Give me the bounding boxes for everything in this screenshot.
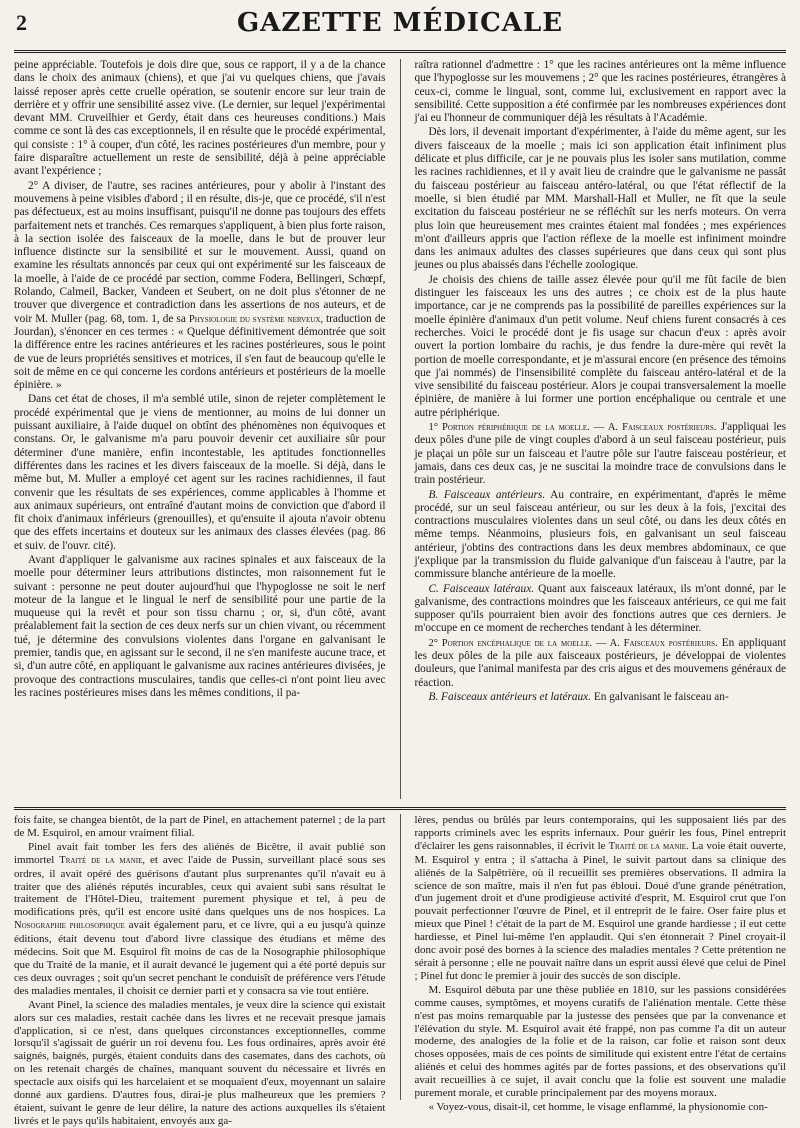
section-heading: 1° Portion périphérique de la moelle. — A. Faisceaux postérieurs. [428,422,717,434]
section-heading: B. Faisceaux antérieurs et latéraux. [428,690,592,703]
paragraph: Dès lors, il devenait important d'expérimenter, à l'aide du même agent, sur les divers faisceaux de la moelle ; mais ici son application était infiniment plus délicate et plus difficile, car je ne pouvais plus les isoler sans mutilation, comme les racines rachidiennes, et il y avait lieu de craindre que le galvanisme ne passât du faisceau postérieur au faisceau antéro-latéral, ou que l'état réflectif de la moelle, si bien étudié par MM. Marshall-Hall et Muller, ne fît que la seule excitation du faisceau postérieur ne se réfléchît sur les nerfs moteurs. On verra plus loin que heureusement mes craintes étaient mal fondées ; mes expériences m'ont d'ailleurs appris que l'action réflexe de la moelle est infiniment moindre dans les animaux adultes des classes supérieures que dans ceux qui sont plus jeunes ou plus abaissés dans l'échelle zoologique. [414,126,786,272]
section-heading: C. Faisceaux latéraux. [428,582,535,595]
paragraph: fois faite, se changea bientôt, de la part de Pinel, en attachement paternel ; de la part de M. Esquirol, en amour vraiment filial. [14,814,386,839]
paragraph: Dans cet état de choses, il m'a semblé utile, sinon de rejeter complètement le procédé expérimental que je viens de mentionner, au moins de lui donner un puissant auxiliaire, à l'aide duquel on obtînt des phénomènes non équivoques et constans. Or, le galvanisme m'a paru pouvoir devenir cet auxiliaire sûr pour déterminer d'une manière, enfin incontestable, les aptitudes fonctionnelles différentes dans les racines et les divers faisceaux de la moelle. Si déjà, dans le même but, M. Muller a employé cet agent sur les racines rachidiennes, il faut convenir que les résultats de ses expériences, comme applicables à l'homme et aux animaux supérieurs, ont entraîné d'autant moins de conviction que d'abord il fit choix d'animaux inférieurs (grenouilles), et qu'ensuite il ajouta n'avoir obtenu que des effets incertains et douteux sur les animaux des classes élevées (pag. 86 et suiv. de l'ouvr. cité). [14,393,386,552]
article-lower [14,814,787,1127]
lower-right-column [414,814,787,1113]
section-heading: B. Faisceaux antérieurs. [428,488,546,501]
section-paragraph: B. Faisceaux antérieurs. Au contraire, en expérimentant, d'après le même procédé, sur un seul faisceau antérieur, ou sur les deux à la fois, j'excitai des contractions musculaires violentes dans un seul côté, ou dans les deux côtés en même temps. Néanmoins, plusieurs fois, en galvanisant un seul faisceau antérieur, j'obtins des contractions dans les deux membres abdominaux, ce que j'explique par la transmission du fluide galvanique d'un faisceau à l'autre, par la commissure blanche antérieure de la moelle. [414,488,787,581]
column-rule [400,59,401,799]
page-number: 2 [16,10,27,35]
section-paragraph: 1° Portion périphérique de la moelle. — A. Faisceaux postérieurs. J'appliquai les deux pôles d'une pile de vingt couples d'abord à un seul faisceau postérieur, puis je plaçai un pôle sur un faisceau et l'autre pôle sur l'autre faisceau postérieur, et jamais, dans ces deux cas, je ne suscitai la moindre trace de convulsions dans le train postérieur. [414,421,787,487]
paragraph: Avant d'appliquer le galvanisme aux racines spinales et aux faisceaux de la moelle pour déterminer leurs attributions distinctes, mon raisonnement fut le suivant : personne ne peut douter aujourd'hui que l'hypoglosse ne soit le nerf moteur de la langue et le lingual le nerf de sensibilité pour une partie de la muqueuse qui la revêt et pour son tissu charnu ; or, si, d'un côté, avant préalablement fait la section de ces deux nerfs sur un chien vivant, ou récemment tué, je détermine des convulsions violentes dans l'organe en galvanisant le premier, tandis que, en agissant sur le second, il ne s'en manifeste aucune trace, et si, d'un autre côté, en appliquant le galvanisme aux racines antérieures divisées, je provoque des contractions musculaires, tandis que celles-ci n'ont point lieu avec les racines postérieures mises dans les mêmes conditions, il pa- [14,553,386,699]
masthead [14,4,786,53]
paragraph: M. Esquirol débuta par une thèse publiée en 1810, sur les passions considérées comme causes, symptômes, et moyens curatifs de l'aliénation mentale. Cette thèse n'est pas moins remarquable par la justesse des pensées que par la convenance et l'élévation du style. M. Esquirol avait été frappé, non pas comme l'a dit un auteur moderne, des analogies de la folie et de la raison, car folie et raison sont deux choses opposées, mais de ces points de similitude qui existent entre l'état de certains aliénés et celui des hommes agités par de fortes passions, et des observations qu'il avait recueillies à ce sujet, il avait conclu que la folie est souvent une maladie purement morale, et curable principalement par des moyens moraux. [414,983,786,1100]
section-divider [14,807,786,810]
section-paragraph: C. Faisceaux latéraux. Quant aux faisceaux latéraux, ils m'ont donné, par le galvanisme, des contractions moindres que les faisceaux antérieurs, ce qui me fait supposer qu'ils pourraient bien avoir des fonctions autres que ces derniers. Je m'occupe en ce moment de recherches tendant à les déterminer. [414,582,786,635]
paragraph: Je choisis des chiens de taille assez élevée pour qu'il me fût facile de bien distinguer les faisceaux les uns des autres ; ce choix est de la plus haute importance, car je ne comprends pas la possibilité de pareilles expériences sur la moelle épinière d'animaux d'un petit volume. Neuf chiens furent consacrés à ces recherches. Voici le procédé dont je fis usage sur chacun d'eux : après avoir ouvert la portion lombaire du rachis, je dus fendre la dure-mère qui revêt la portion de moelle correspondante, et je m'assurai encore (en présence des témoins que j'ai nommés) de l'insensibilité complète du faisceau antéro-latéral et de la vive sensibilité du faisceau postérieur. Alors je coupai transversalement la moelle épinière, de manière à lui former une portion encéphalique ou centrale et une autre périphérique. [414,273,786,419]
upper-right-column [415,59,787,799]
section-heading: 2° Portion encéphalique de la moelle. — A. Faisceaux postérieurs. [428,637,718,649]
paragraph: Pinel avait fait tomber les fers des aliénés de Bicêtre, il avait publié son immortel Traité de la manie, et avec l'aide de Pussin, surveillant placé sous ses ordres, il avait opéré des guérisons d'autant plus surprenantes qu'il n'avait eu à traiter que des aliénés réputés incurables, ceux qui avaient subi sans résultat le traitement de l'Hôtel-Dieu, traitement purement physique et tel, à peu de modifications près, qu'il est encore usité dans quelques uns de nos hospices. La Nosographie philosophique avait également paru, et ce livre, qui a eu jusqu'à quinze éditions, était devenu tout d'abord livre classique des étudians et même des médecins. Soit que M. Esquirol fît moins de cas de la Nosographie philosophique que du Traité de la manie, et il aurait devancé le jugement qui a été porté depuis sur ces deux ouvrages ; soit qu'un secret penchant le conduisît de préférence vers l'étude des maladies mentales, il choisit ce dernier parti et y consacra sa vie tout entière. [14,840,386,997]
article-upper [14,59,786,799]
section-paragraph: B. Faisceaux antérieurs et latéraux. En galvanisant le faisceau an- [428,690,729,703]
paragraph: peine appréciable. Toutefois je dois dire que, sous ce rapport, il y a de la chance dans le choix des animaux (chiens), et que j'ai vu quelques chiens, que j'avais laissé reposer après cette cruelle opération, se soutenir encore sur leur train de derrière et y offrir une sensibilité assez vive. (Le dernier, sur lequel j'expérimentai devant MM. Cruveilhier et Gerdy, était dans ces heureuses conditions.) Mais comme ce sont là des cas exceptionnels, il en résulte que le procédé expérimental, qui consiste : 1° à couper, d'un côté, les racines postérieures d'un membre, pour y faire disparaître actuellement un reste de sensibilité, déjà à peine appréciable avant l'expérience ; [14,59,386,178]
paragraph: 2° A diviser, de l'autre, ses racines antérieures, pour y abolir à l'instant des mouvemens à peine visibles d'abord ; il en résulte, dis-je, que ce procédé, s'il n'est pas défectueux, est au moins insuffisant, puisqu'il ne donne pas toujours des effets parfaitement nets et tranchés. Ces remarques s'appliquent, à bien plus forte raison, à la section isolée des faisceaux de la moelle, dans le but de prouver leur influence distincte sur la sensibilité et sur le mouvement. Aussi, quand on examine les résultats annoncés par ceux qui ont expérimenté sur les faisceaux de la moelle, à l'aide de ce procédé par section, comme Fodera, Bellingeri, Schœpf, Rolando, Calmeil, Backer, Vandeen et Seubert, on ne doit plus s'étonner de ne trouver que divergence et contradiction dans les assertions de nos auteurs, et de voir M. Muller (pag. 68, tom. 1, de sa Physiologie du système nerveux, traduction de Jourdan), s'énoncer en ces termes : « Quelque définitivement démontrée que soit la différence entre les racines antérieures et les racines postérieures, sous le point de vue de leurs propriétés sensitives et motrices, il s'en faut de beaucoup qu'elle le soit de même en ce qui concerne les cordons antérieurs et postérieurs de la moelle épinière. » [14,179,386,392]
paragraph: « Voyez-vous, disait-il, cet homme, le visage enflammé, la physionomie con- [428,1100,768,1113]
upper-left-column [14,59,386,799]
paragraph: Avant Pinel, la science des maladies mentales, je veux dire la science qui existait alors sur ces maladies, restait cachée dans les livres et ne recevait presque jamais d'application, si ce n'est, dans quelques circonstances exceptionnelles, comme lorsqu'il s'agissait de guérir un roi devenu fou. Les fous ordinaires, après avoir été saignés, baignés, purgés, étaient conduits dans des casemates, dans des cachots, où on les retenait chargés de chaînes, manquant souvent du nécessaire et livrés en spectacle aux oisifs qui les harcelaient et se moquaient d'eux, moyennant un salaire donné aux gardiens. D'autres fous, dirai-je plus malheureux que les premiers ? étaient, suivant le genre de leur délire, la nature des actions auxquelles ils s'étaient livrés et le pays qu'ils habitaient, envoyés aux ga- [14,998,386,1127]
column-rule [400,814,401,1100]
paragraph: lères, pendus ou brûlés par leurs contemporains, qui les supposaient liés par des rapports criminels avec les esprits infernaux. Pour guérir les fous, Pinel entreprit d'éclairer les gens raisonnables, il écrivit le Traité de la manie. La voie était ouverte, M. Esquirol y entra ; il s'attacha à Pinel, le suivit partout dans sa clinique des aliénés de la Salpêtrière, où il recueillit ses premières observations. Il admira la science de son maître, mais il n'en fut pas ébloui. Doué d'une grande pénétration, d'un jugement droit et d'une prodigieuse activité d'esprit, M. Esquirol crut que l'on pouvait perfectionner l'œuvre de Pinel, et il entreprit de le faire. Oser faire plus et mieux que Pinel ! c'était de la part de M. Esquirol une grande hardiesse ; il eut cette hardiesse, et Pinel lui-même l'en applaudit. Qui s'en étonnerait ? Pinel croyait-il donc avoir posé des bornes à la science des maladies mentales ? Cette prétention ne sérait à personne ; elle ne pouvait naître dans un esprit aussi élevé que celui de Pinel ; Pinel fut donc le premier à jouir des succès de son disciple. [414,814,787,982]
lower-left-column [14,814,386,1127]
gazette-title: GAZETTE MÉDICALE [236,8,564,38]
section-paragraph: 2° Portion encéphalique de la moelle. — A. Faisceaux postérieurs. En appliquant les deux pôles de la pile aux faisceaux postérieurs, je développai de violentes douleurs, que l'animal manifesta par des cris aigus et des mouvemens généraux de réaction. [414,636,787,689]
paragraph: raîtra rationnel d'admettre : 1° que les racines antérieures ont la même influence que l'hypoglosse sur les mouvemens ; 2° que les racines postérieures, étrangères à ceux-ci, comme le lingual, sont, comme lui, exclusivement en rapport avec la sensibilité. Cette supposition a été confirmée par les nombreuses expériences dont j'ai eu l'honneur de communiquer déjà les résultats à l'Académie. [414,59,786,125]
